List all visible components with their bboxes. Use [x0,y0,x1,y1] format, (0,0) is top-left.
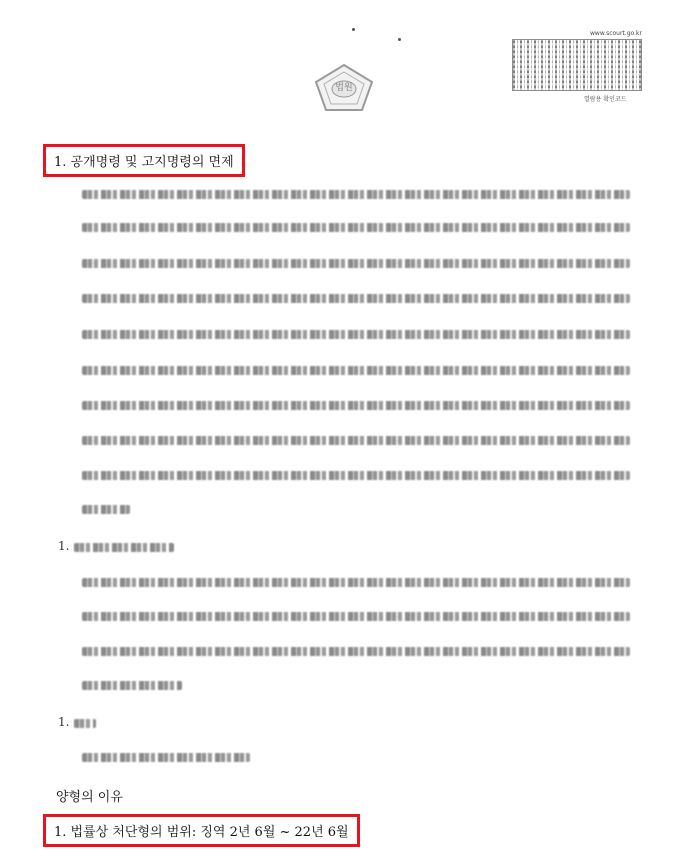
sentencing-reasons-heading: 양형의 이유 [56,790,123,805]
blurred-text-line [82,647,630,656]
blurred-text-line [82,681,182,690]
section-heading-disclosure-exemption: 1. 공개명령 및 고지명령의 면제 [43,144,245,177]
seal-label: 법원 [335,83,353,93]
blurred-text-line [82,223,630,232]
blurred-text-line [82,190,630,199]
court-url: www.scourt.go.kr [590,30,642,37]
blurred-text-line [82,294,630,303]
court-seal-emblem [312,62,376,114]
item-marker: 1. [58,539,70,553]
blurred-text-line [82,612,630,621]
section-heading-statutory-range: 1. 법률상 처단형의 범위: 징역 2년 6월 ~ 22년 6월 [43,814,360,847]
blurred-text-line [82,366,630,375]
blurred-text-line [74,719,96,728]
blurred-text-line [82,505,130,514]
qr-caption: 열람용 확인코드 [584,96,627,103]
qr-code-icon [512,39,642,91]
blurred-text-line [82,436,630,445]
scan-artifact [398,38,401,41]
blurred-text-line [82,471,630,480]
blurred-text-line [82,578,630,587]
item-marker: 1. [58,715,70,729]
blurred-text-line [82,401,630,410]
blurred-text-line [82,753,250,762]
blurred-text-line [82,330,630,339]
blurred-text-line [74,543,174,552]
scan-artifact [352,28,355,31]
verification-qr-block [512,30,642,110]
blurred-text-line [82,259,630,268]
